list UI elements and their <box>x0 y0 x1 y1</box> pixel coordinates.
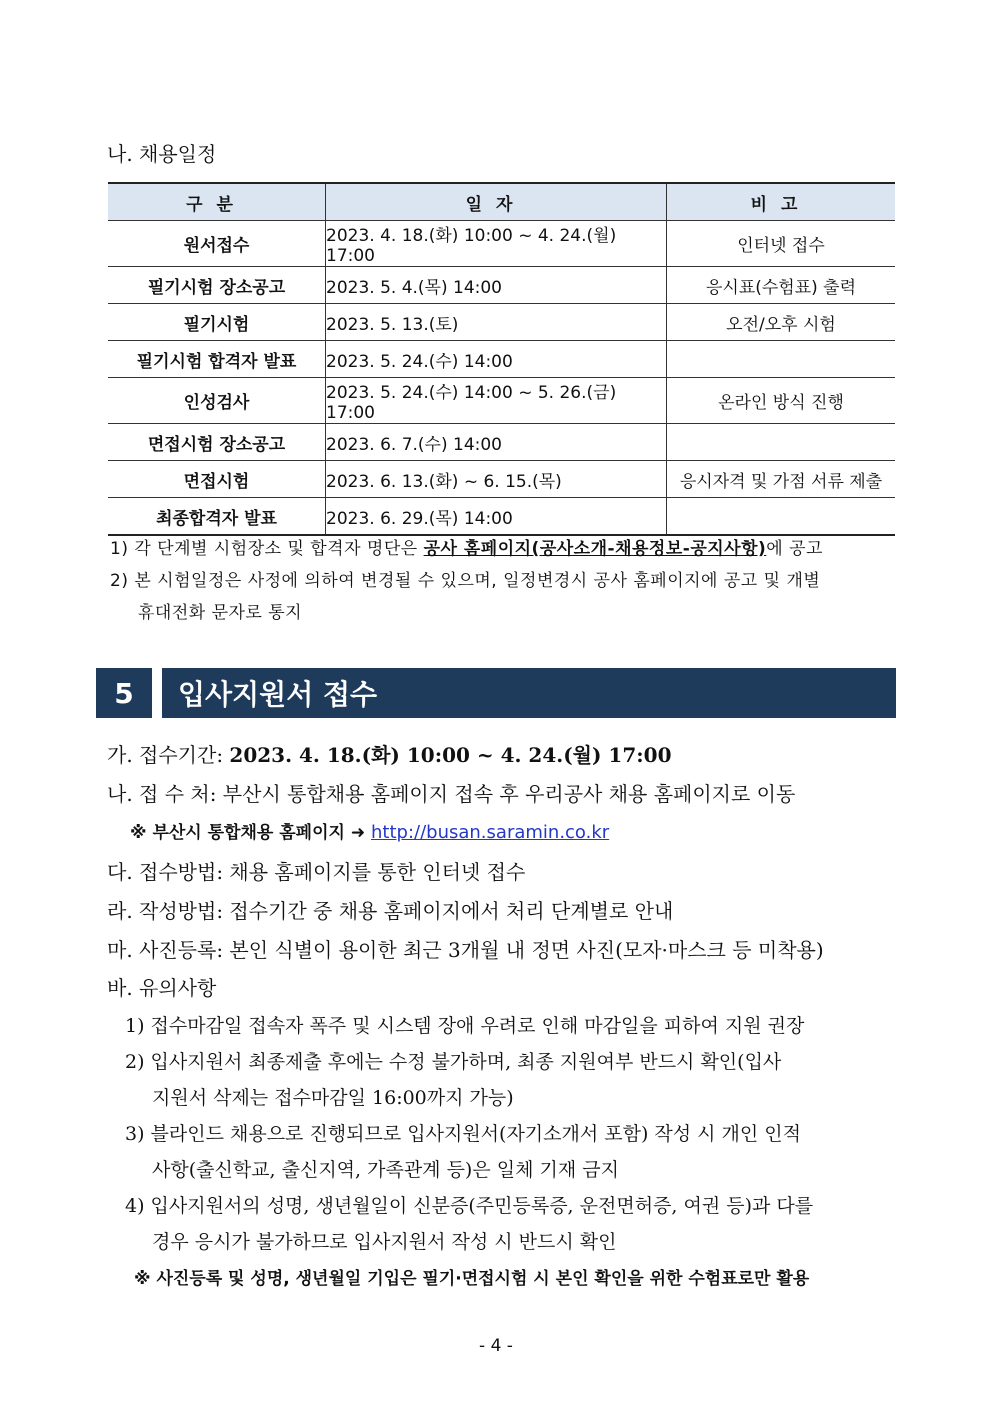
table-row <box>108 378 895 424</box>
caution-3-cont: 사항(출신학교, 출신지역, 가족관계 등)은 일체 기재 금지 <box>152 1159 619 1181</box>
header-stage: 구분 <box>108 183 326 221</box>
note-1-homepage-path: 공사 홈페이지(공사소개-채용정보-공지사항) <box>423 539 767 559</box>
table-row <box>108 221 895 267</box>
schedule-note-2: 2) 본 시험일정은 사정에 의하여 변경될 수 있으며, 일정변경시 공사 홈페이지에 공고 및 개별 <box>110 571 821 591</box>
place-line: 나. 접 수 처: 부산시 통합채용 홈페이지 접속 후 우리공사 채용 홈페이지로 이동 <box>107 782 796 806</box>
caution-1: 1) 접수마감일 접속자 폭주 및 시스템 장애 우려로 인해 마감일을 피하여 지원 권장 <box>125 1015 805 1037</box>
note-1-suffix: 에 공고 <box>766 539 823 559</box>
stage-cell: 인성검사 <box>108 378 326 424</box>
header-date: 일자 <box>326 183 667 221</box>
note-cell: 응시자격 및 가점 서류 제출 <box>667 461 896 498</box>
note-cell: 온라인 방식 진행 <box>667 378 896 424</box>
writing-line: 라. 작성방법: 접수기간 중 채용 홈페이지에서 처리 단계별로 안내 <box>107 899 674 923</box>
date-cell: 2023. 6. 29.(목) 14:00 <box>326 498 667 536</box>
table-row <box>108 267 895 304</box>
date-cell: 2023. 4. 18.(화) 10:00 ~ 4. 24.(월) 17:00 <box>326 221 667 267</box>
schedule-heading: 나. 채용일정 <box>107 142 217 166</box>
schedule-note-1 <box>110 534 823 559</box>
stage-cell: 원서접수 <box>108 221 326 267</box>
stage-cell: 필기시험 <box>108 304 326 341</box>
section-number: 5 <box>96 668 152 718</box>
note-cell <box>667 498 896 536</box>
caution-3: 3) 블라인드 채용으로 진행되므로 입사지원서(자기소개서 포함) 작성 시 개인 인적 <box>125 1123 802 1145</box>
table-row <box>108 461 895 498</box>
caution-2-cont: 지원서 삭제는 접수마감일 16:00까지 가능) <box>152 1087 514 1109</box>
note-cell: 인터넷 접수 <box>667 221 896 267</box>
date-cell: 2023. 5. 24.(수) 14:00 <box>326 341 667 378</box>
note-cell: 오전/오후 시험 <box>667 304 896 341</box>
site-link[interactable]: http://busan.saramin.co.kr <box>371 822 610 843</box>
schedule-table <box>108 182 895 536</box>
final-note: ※ 사진등록 및 성명, 생년월일 기입은 필기·면접시험 시 본인 확인을 위한 수험표로만 활용 <box>134 1269 810 1289</box>
stage-cell: 면접시험 <box>108 461 326 498</box>
section-title: 입사지원서 접수 <box>162 668 896 718</box>
period-line <box>107 739 671 768</box>
caution-heading: 바. 유의사항 <box>107 976 217 1000</box>
note-cell <box>667 341 896 378</box>
date-cell: 2023. 6. 7.(수) 14:00 <box>326 424 667 461</box>
stage-cell: 필기시험 합격자 발표 <box>108 341 326 378</box>
method-line: 다. 접수방법: 채용 홈페이지를 통한 인터넷 접수 <box>107 860 526 884</box>
schedule-note-2-cont: 휴대전화 문자로 통지 <box>138 603 303 623</box>
caution-2: 2) 입사지원서 최종제출 후에는 수정 불가하며, 최종 지원여부 반드시 확인(입사 <box>125 1051 782 1073</box>
site-label: ※ 부산시 통합채용 홈페이지 ➜ <box>130 823 372 843</box>
table-row <box>108 341 895 378</box>
table-row <box>108 424 895 461</box>
stage-cell: 면접시험 장소공고 <box>108 424 326 461</box>
note-cell <box>667 424 896 461</box>
period-label: 가. 접수기간: <box>107 743 230 767</box>
photo-line: 마. 사진등록: 본인 식별이 용이한 최근 3개월 내 정면 사진(모자·마스크 등 미착용) <box>107 938 824 962</box>
caution-4-cont: 경우 응시가 불가하므로 입사지원서 작성 시 반드시 확인 <box>152 1231 617 1253</box>
caution-4: 4) 입사지원서의 성명, 생년월일이 신분증(주민등록증, 운전면허증, 여권 등)과 다를 <box>125 1195 814 1217</box>
page-number: - 4 - <box>479 1336 513 1356</box>
note-1-prefix: 1) 각 단계별 시험장소 및 합격자 명단은 <box>110 539 424 559</box>
site-line <box>130 818 609 843</box>
date-cell: 2023. 6. 13.(화) ~ 6. 15.(목) <box>326 461 667 498</box>
stage-cell: 필기시험 장소공고 <box>108 267 326 304</box>
period-value: 2023. 4. 18.(화) 10:00 ~ 4. 24.(월) 17:00 <box>229 743 672 767</box>
header-note: 비고 <box>667 183 896 221</box>
table-header-row <box>108 183 895 221</box>
date-cell: 2023. 5. 4.(목) 14:00 <box>326 267 667 304</box>
note-cell: 응시표(수험표) 출력 <box>667 267 896 304</box>
table-row <box>108 304 895 341</box>
stage-cell: 최종합격자 발표 <box>108 498 326 536</box>
date-cell: 2023. 5. 13.(토) <box>326 304 667 341</box>
table-row <box>108 498 895 536</box>
date-cell: 2023. 5. 24.(수) 14:00 ~ 5. 26.(금) 17:00 <box>326 378 667 424</box>
